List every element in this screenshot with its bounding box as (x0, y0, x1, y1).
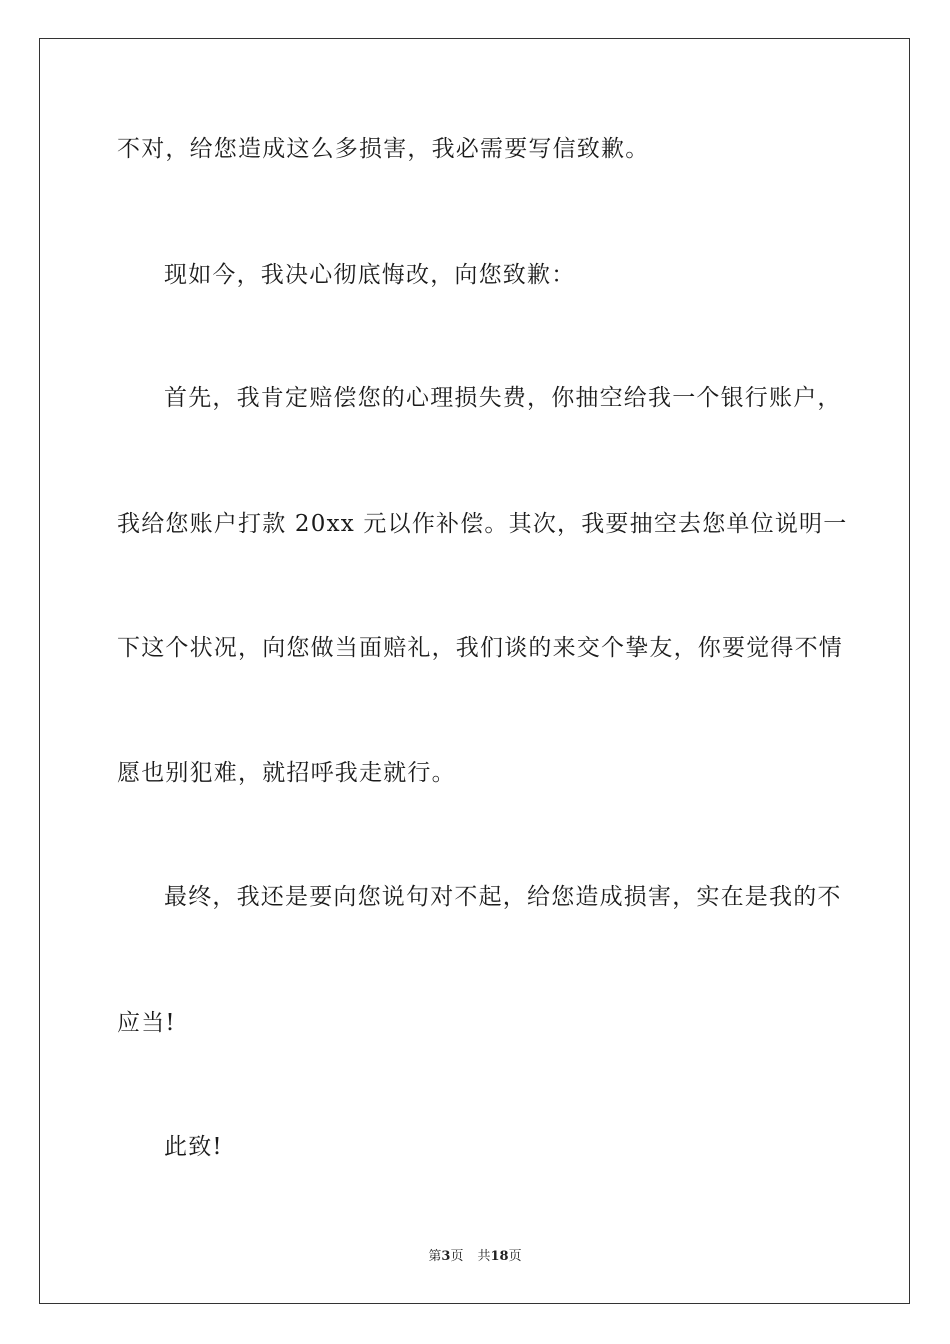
page-border (39, 38, 910, 1304)
total-pages: 18 (490, 1249, 509, 1264)
body-line-2: 现如今，我决心彻底悔改，向您致歉： (164, 262, 576, 288)
page-prefix: 第 (428, 1249, 442, 1264)
body-line-9: 此致! (164, 1134, 223, 1160)
body-line-4: 我给您账户打款 20xx 元以作补偿。其次，我要抽空去您单位说明一 (117, 511, 848, 537)
body-line-1: 不对，给您造成这么多损害，我必需要写信致歉。 (117, 136, 650, 162)
body-line-6: 愿也别犯难，就招呼我走就行。 (117, 760, 456, 786)
total-suffix: 页 (508, 1249, 522, 1264)
body-line-5: 下这个状况，向您做当面赔礼，我们谈的来交个挚友，你要觉得不情 (117, 635, 843, 661)
page-suffix: 页 (450, 1249, 464, 1264)
page-footer (0, 1248, 950, 1266)
body-line-7: 最终，我还是要向您说句对不起，给您造成损害，实在是我的不 (164, 884, 842, 910)
body-line-3: 首先，我肯定赔偿您的心理损失费，你抽空给我一个银行账户， (164, 385, 842, 411)
total-prefix: 共 (477, 1249, 491, 1264)
body-line-8: 应当! (117, 1010, 176, 1036)
page-number: 3 (441, 1249, 451, 1264)
